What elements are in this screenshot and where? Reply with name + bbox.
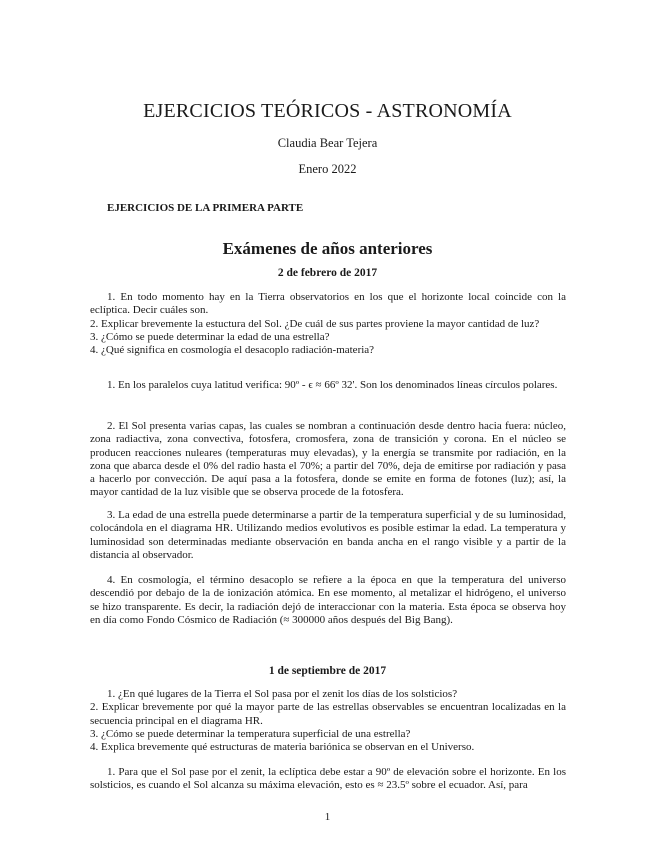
exam-2-answer-1: 1. Para que el Sol pase por el zenit, la eclíptica debe estar a 90º de elevación sobre el horizonte. En los solsticios, es cuando el Sol alcanza su máxima elevación, esto es ≈ 23.5º sobre el ecuador. Así, para [90,766,566,792]
exam-2-questions [90,688,566,754]
document-date: Enero 2022 [298,162,357,176]
question: 4. ¿Qué significa en cosmología el desacoplo radiación-materia? [90,344,375,357]
question: 2. Explicar brevemente la estuctura del Sol. ¿De cuál de sus partes proviene la mayor cantidad de luz? [90,317,540,330]
question: 1. En todo momento hay en la Tierra observatorios en los que el horizonte local coincide con la eclíptica. Decir cuáles son. [90,291,566,317]
main-heading: Exámenes de años anteriores [222,239,433,258]
exam-1-date: 2 de febrero de 2017 [277,267,378,279]
exam-2-date: 1 de septiembre de 2017 [268,665,387,677]
exam-1-questions [90,291,566,357]
question: 3. ¿Cómo se puede determinar la edad de una estrella? [90,330,330,343]
question: 4. Explica brevemente qué estructuras de materia bariónica se observan en el Universo. [90,741,475,754]
question: 3. ¿Cómo se puede determinar la temperatura superficial de una estrella? [90,727,411,740]
document-title: EJERCICIOS TEÓRICOS - ASTRONOMÍA [143,100,512,122]
question: 2. Explicar brevemente por qué la mayor parte de las estrellas observables se encuentran localizadas en la secuencia principal en el diagrama HR. [90,701,566,727]
exam-1-answer-4: 4. En cosmología, el término desacoplo se refiere a la época en que la temperatura del universo descendió por debajo de la de ionización atómica. En ese momento, al metalizar el hidrógeno, el universo se hizo transparente. Es decir, la radiación dejó de interaccionar con la materia. Esta época se observa hoy en día como Fondo Cósmico de Radiación (≈ 300000 años después del Big Bang). [90,574,566,626]
section-title: EJERCICIOS DE LA PRIMERA PARTE [107,202,304,214]
document-author: Claudia Bear Tejera [277,136,378,150]
page-number: 1 [324,811,331,823]
exam-1-answer-2: 2. El Sol presenta varias capas, las cuales se nombran a continuación desde dentro hacia fuera: núcleo, zona radiactiva, zona convectiva, fotosfera, cromosfera, zona de transición y corona. En el núcleo se producen reacciones nuleares (temperaturas muy elevadas), y la energía se transmite por radiación, en la zona que abarca desde el 0% del radio hasta el 70%; a partir del 70%, deja de emitirse por radiación y pasa a hacerlo por convección. De aquí pasa a la fotosfera, donde se emite en forma de fotones (luz); así, la mayor cantidad de la luz visible que se observa procede de la fotosfera. [90,420,566,499]
exam-1-answer-3: 3. La edad de una estrella puede determinarse a partir de la temperatura superficial y de su luminosidad, colocándola en el diagrama HR. Utilizando medios evolutivos es posible estimar la edad. La temperatura y luminosidad son determinadas mediante observación en banda ancha en el rango visible y a partir de la distancia al observador. [90,509,566,561]
exam-1-answer-1: 1. En los paralelos cuya latitud verifica: 90º - ϵ ≈ 66º 32'. Son los denominados líneas círculos polares. [107,379,558,391]
question: 1. ¿En qué lugares de la Tierra el Sol pasa por el zenit los días de los solsticios? [107,688,458,700]
